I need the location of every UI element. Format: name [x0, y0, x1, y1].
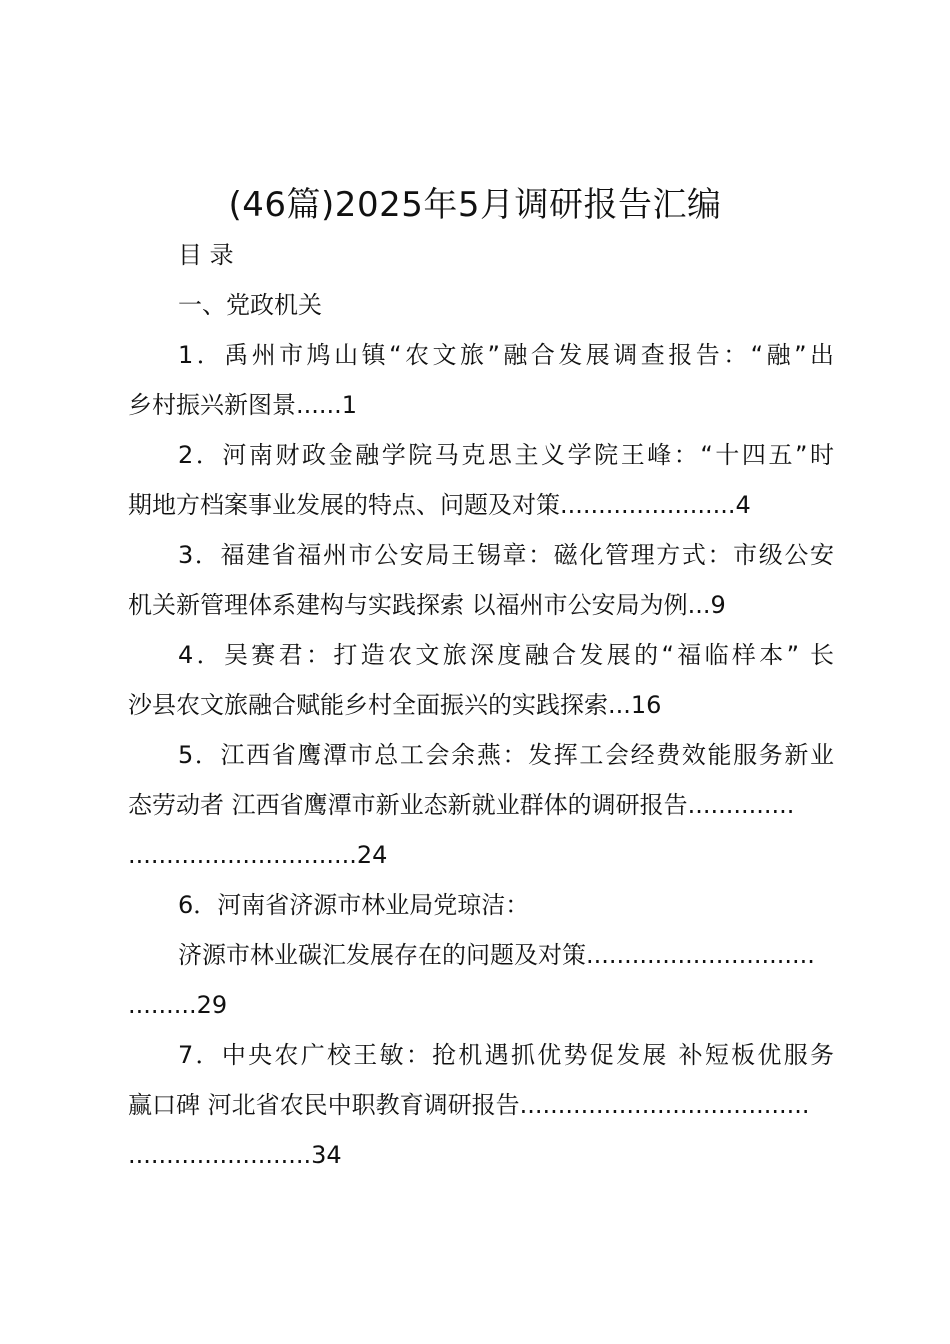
- toc-entry-5: [128, 730, 834, 880]
- toc-entry-line: 态劳动者 江西省鹰潭市新业态新就业群体的调研报告..............: [128, 791, 795, 819]
- toc-entry-3: [128, 530, 834, 630]
- toc-entry-line: ........................34: [128, 1141, 342, 1169]
- toc-entry-line: 机关新管理体系建构与实践探索 以福州市公安局为例...9: [128, 591, 726, 619]
- section-heading-text: 一、党政机关: [178, 291, 322, 319]
- toc-entry-line: 7．中央农广校王敏：抢机遇抓优势促发展 补短板优服务: [178, 1041, 834, 1069]
- toc-entry-line: 6．河南省济源市林业局党琼洁：: [178, 891, 530, 919]
- toc-entry-line: 赢口碑 河北省农民中职教育调研报告......................................: [128, 1091, 810, 1119]
- toc-heading: [128, 230, 834, 280]
- toc-entry-line: 期地方档案事业发展的特点、问题及对策.......................4: [128, 491, 751, 519]
- toc-entry-line: .........29: [128, 991, 228, 1019]
- section-heading: [128, 280, 834, 330]
- toc-entry-1: [128, 330, 834, 430]
- document-title: (46篇)2025年5月调研报告汇编: [228, 185, 722, 225]
- toc-entry-line: 济源市林业碳汇发展存在的问题及对策..............................: [178, 941, 815, 969]
- toc-entry-6: [128, 880, 834, 1030]
- toc-entry-line: 3．福建省福州市公安局王锡章：磁化管理方式：市级公安: [178, 541, 834, 569]
- toc-entry-line: 乡村振兴新图景......1: [128, 391, 358, 419]
- toc-entry-line: 4．吴赛君：打造农文旅深度融合发展的“福临样本” 长: [178, 641, 834, 669]
- toc-entry-7: [128, 1030, 834, 1180]
- toc-entry-line: 1．禹州市鸠山镇“农文旅”融合发展调查报告：“融”出: [178, 341, 834, 369]
- toc-heading-text: 目 录: [178, 241, 234, 269]
- toc-entry-2: [128, 430, 834, 530]
- toc-entry-line: 沙县农文旅融合赋能乡村全面振兴的实践探索...16: [128, 691, 662, 719]
- toc-entry-line: 2．河南财政金融学院马克思主义学院王峰：“十四五”时: [178, 441, 834, 469]
- toc-entry-4: [128, 630, 834, 730]
- toc-entry-line: ..............................24: [128, 841, 388, 869]
- toc-entry-line: 5．江西省鹰潭市总工会余燕：发挥工会经费效能服务新业: [178, 741, 834, 769]
